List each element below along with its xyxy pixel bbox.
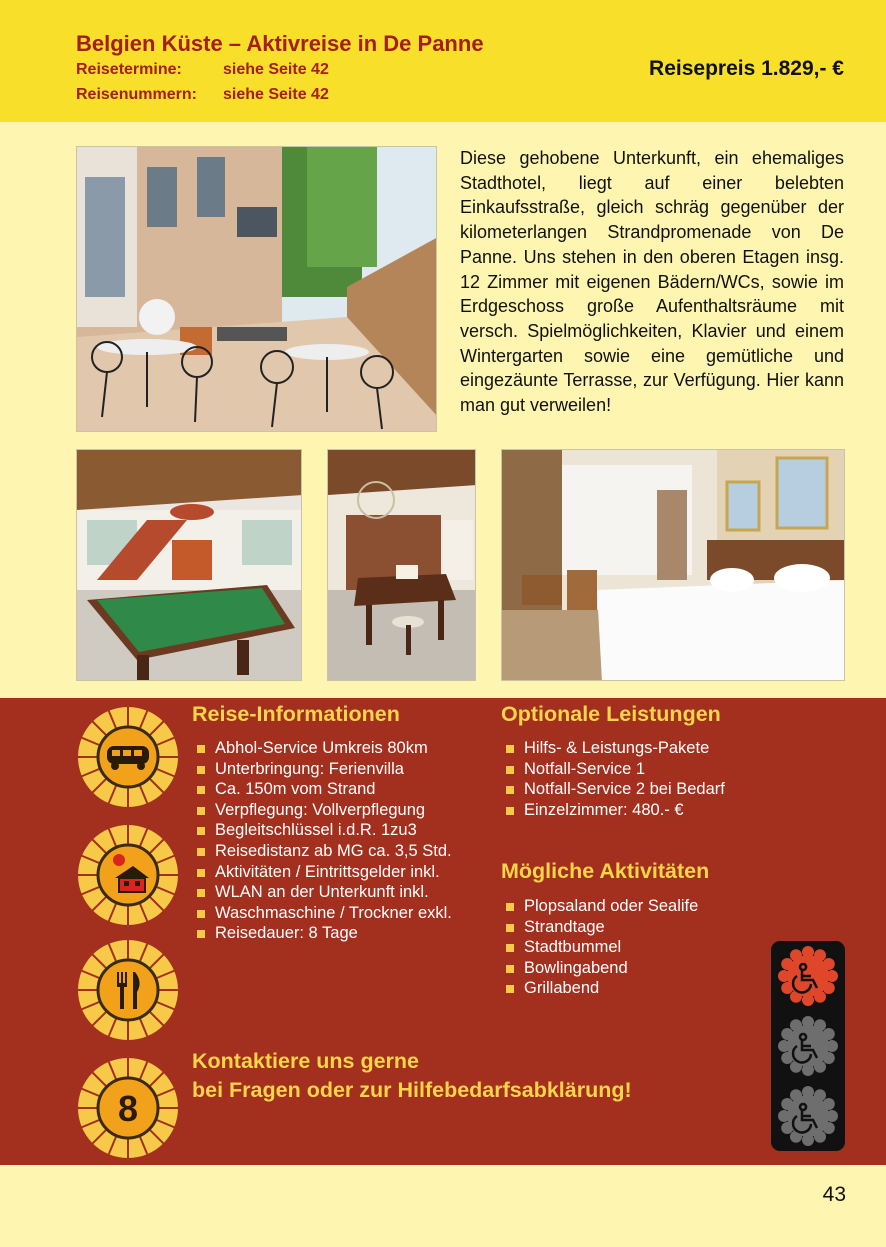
list-item: Hilfs- & Leistungs-Pakete (501, 738, 725, 759)
travel-price: Reisepreis 1.829,- € (649, 57, 844, 80)
list-item: Strandtage (501, 917, 698, 938)
list-item: Verpflegung: Vollverpflegung (192, 800, 452, 821)
contact-line-1: Kontaktiere uns gerne (192, 1049, 419, 1073)
page-number: 43 (822, 1183, 846, 1206)
intro-paragraph: Diese gehobene Unterkunft, ein ehemaliges Stadthotel, liegt auf einer belebten Einkaufsstraße, gleich schräg gegenüber der kilometerlangen Strandpromenade von De Panne. Uns stehen in den oberen Etagen insg. 12 Zimmer mit eigenen Bädern/WCs, sowie im Erdgeschoss große Aufenthaltsräume mit versch. Spielmöglichkeiten, Klavier und einem Wintergarten sowie eine gemütliche und eingezäunte Terrasse, zur Verfügung. Hier kann man gut verweilen! (460, 148, 844, 416)
wheelchair-icon (778, 1086, 838, 1146)
travel-dates-label: Reisetermine: (76, 61, 182, 78)
list-item: Plopsaland oder Sealife (501, 896, 698, 917)
travel-numbers (76, 86, 329, 104)
list-item: Unterbringung: Ferienvilla (192, 759, 452, 780)
optionale-heading: Optionale Leistungen (501, 702, 721, 726)
travel-dates (76, 61, 329, 79)
wheelchair-icon (778, 946, 838, 1006)
list-item: WLAN an der Unterkunft inkl. (192, 882, 452, 903)
aktivitaeten-heading: Mögliche Aktivitäten (501, 859, 710, 883)
accessibility-indicator (771, 941, 845, 1151)
contact-callout (192, 1047, 632, 1105)
page-title: Belgien Küste – Aktivreise in De Panne (76, 31, 484, 56)
accommodation-badge (75, 822, 181, 928)
billiard-room-photo (76, 449, 302, 681)
optionale-list (501, 738, 725, 820)
list-item: Begleitschlüssel i.d.R. 1zu3 (192, 820, 452, 841)
bedroom-photo (501, 449, 845, 681)
list-item: Bowlingabend (501, 958, 698, 979)
list-item: Notfall-Service 2 bei Bedarf (501, 779, 725, 800)
list-item: Ca. 150m vom Strand (192, 779, 452, 800)
list-item: Reisedauer: 8 Tage (192, 923, 452, 944)
travel-dates-value: siehe Seite 42 (223, 61, 329, 78)
list-item: Notfall-Service 1 (501, 759, 725, 780)
duration-badge (75, 1055, 181, 1161)
duration-days-number: 8 (117, 1088, 139, 1129)
list-item: Waschmaschine / Trockner exkl. (192, 903, 452, 924)
list-item: Grillabend (501, 978, 698, 999)
list-item: Reisedistanz ab MG ca. 3,5 Std. (192, 841, 452, 862)
header-bar (0, 0, 886, 122)
transport-badge (75, 704, 181, 810)
travel-numbers-value: siehe Seite 42 (223, 86, 329, 103)
reise-info-list (192, 738, 452, 944)
wheelchair-icon (778, 1016, 838, 1076)
aktivitaeten-list (501, 896, 698, 999)
reise-info-heading: Reise-Informationen (192, 702, 400, 726)
terrace-photo (76, 146, 437, 432)
list-item: Einzelzimmer: 480.- € (501, 800, 725, 821)
contact-line-2: bei Fragen oder zur Hilfebedarfsabklärung! (192, 1078, 632, 1102)
catering-badge (75, 937, 181, 1043)
list-item: Aktivitäten / Eintrittsgelder inkl. (192, 862, 452, 883)
piano-room-photo (327, 449, 476, 681)
list-item: Abhol-Service Umkreis 80km (192, 738, 452, 759)
travel-numbers-label: Reisenummern: (76, 86, 197, 103)
list-item: Stadtbummel (501, 937, 698, 958)
